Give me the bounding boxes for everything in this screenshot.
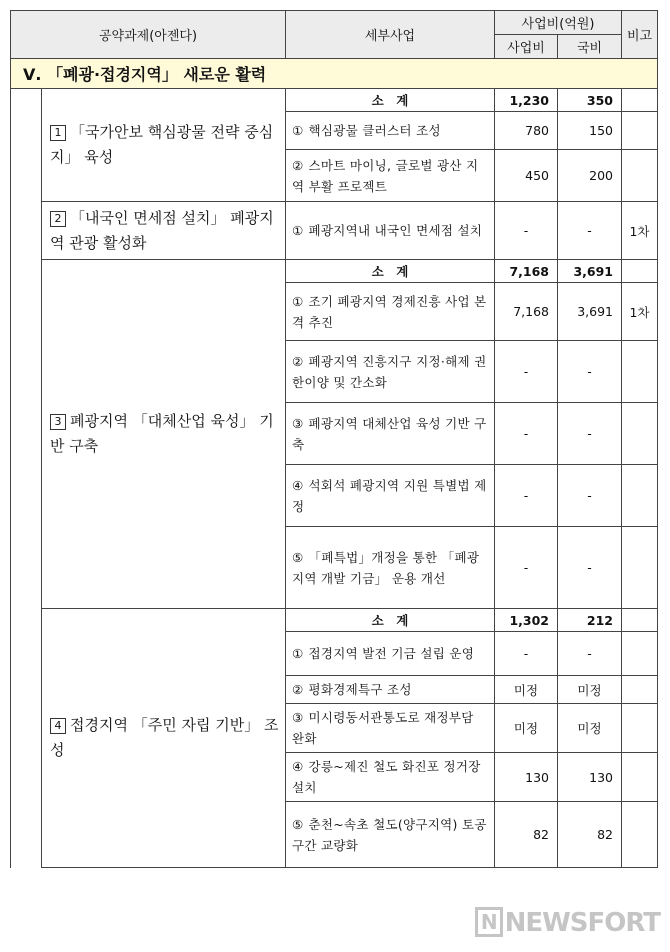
item-number: ⑤	[292, 549, 304, 565]
project-text: 미시령동서관통도로 재정부담 완화	[292, 710, 474, 746]
budget-national: 150	[558, 112, 622, 150]
project-cell	[286, 403, 495, 465]
subtotal-label: 소 계	[286, 89, 495, 112]
item-number: ②	[292, 682, 304, 697]
budget-total: 130	[495, 753, 558, 802]
header-budget-total: 사업비	[495, 35, 558, 59]
section-title: Ⅴ. 「폐광·접경지역」 새로운 활력	[11, 59, 658, 89]
agenda-cell	[42, 609, 286, 868]
item-number: ①	[292, 223, 304, 238]
subtotal-row	[11, 260, 658, 283]
item-number: ①	[292, 123, 304, 138]
budget-national: -	[558, 632, 622, 676]
watermark-logo	[475, 908, 660, 938]
budget-national: 82	[558, 802, 622, 868]
note-cell	[622, 465, 658, 527]
subtotal-national: 350	[558, 89, 622, 112]
table-body	[11, 89, 658, 868]
header-note: 비고	[622, 11, 658, 59]
project-cell	[286, 704, 495, 753]
subtotal-note	[622, 89, 658, 112]
project-text: 강릉~제진 철도 화진포 정거장 설치	[292, 759, 481, 795]
project-cell	[286, 150, 495, 202]
note-cell	[622, 753, 658, 802]
header-budget-national: 국비	[558, 35, 622, 59]
agenda-number-box: 1	[50, 125, 66, 141]
project-text: 스마트 마이닝, 글로벌 광산 지역 부활 프로젝트	[292, 157, 479, 194]
note-cell	[622, 150, 658, 202]
budget-total: -	[495, 632, 558, 676]
budget-total: -	[495, 202, 558, 260]
project-cell	[286, 202, 495, 260]
note-cell	[622, 802, 658, 868]
item-number: ③	[292, 415, 304, 431]
budget-national: -	[558, 465, 622, 527]
agenda-title: 「국가안보 핵심광물 전략 중심지」 육성	[50, 123, 274, 166]
subtotal-row	[11, 89, 658, 112]
budget-table	[10, 10, 658, 868]
header-project: 세부사업	[286, 11, 495, 59]
budget-total: -	[495, 527, 558, 609]
item-number: ③	[292, 710, 304, 725]
budget-national: -	[558, 202, 622, 260]
watermark-text: NEWSFORT	[504, 908, 660, 938]
agenda-number-box: 4	[50, 718, 66, 734]
project-text: 핵심광물 클러스터 조성	[308, 123, 441, 138]
agenda-cell	[42, 89, 286, 202]
budget-national: 3,691	[558, 283, 622, 341]
agenda-title: 「내국인 면세점 설치」 폐광지역 관광 활성화	[50, 208, 274, 252]
subtotal-note	[622, 260, 658, 283]
budget-total: -	[495, 465, 558, 527]
project-text: 조기 폐광지역 경제진흥 사업 본격 추진	[292, 293, 487, 330]
subtotal-total: 1,230	[495, 89, 558, 112]
budget-national: -	[558, 403, 622, 465]
project-cell	[286, 527, 495, 609]
project-cell	[286, 341, 495, 403]
agenda-cell	[42, 260, 286, 609]
header-budget: 사업비(억원)	[495, 11, 622, 35]
agenda-number-box: 2	[50, 211, 66, 227]
subtotal-note	[622, 609, 658, 632]
budget-national: 미정	[558, 704, 622, 753]
budget-total: 780	[495, 112, 558, 150]
budget-total: 미정	[495, 676, 558, 704]
subtotal-total: 1,302	[495, 609, 558, 632]
item-number: ①	[292, 293, 304, 309]
project-cell	[286, 802, 495, 868]
subtotal-total: 7,168	[495, 260, 558, 283]
watermark-n-icon: N	[475, 907, 503, 937]
project-text: 춘천~속초 철도(양구지역) 토공구간 교량화	[292, 816, 487, 853]
project-cell	[286, 676, 495, 704]
note-cell	[622, 632, 658, 676]
subtotal-row	[11, 609, 658, 632]
group-indent-cell	[11, 89, 42, 868]
project-cell	[286, 283, 495, 341]
subtotal-label: 소 계	[286, 609, 495, 632]
item-number: ①	[292, 646, 304, 661]
item-number: ④	[292, 759, 304, 774]
header-agenda: 공약과제(아젠다)	[11, 11, 286, 59]
project-text: 폐광지역 진흥지구 지정·해제 권한이양 및 간소화	[292, 353, 487, 390]
item-number: ④	[292, 477, 304, 493]
agenda-title: 폐광지역 「대체산업 육성」 기반 구축	[50, 412, 274, 455]
agenda-title: 접경지역 「주민 자립 기반」 조성	[50, 716, 279, 759]
budget-national: 130	[558, 753, 622, 802]
subtotal-national: 212	[558, 609, 622, 632]
budget-total: -	[495, 341, 558, 403]
project-text: 「폐특법」개정을 통한 「폐광지역 개발 기금」 운용 개선	[292, 549, 480, 586]
item-number: ②	[292, 353, 304, 369]
note-cell: 1차	[622, 202, 658, 260]
project-cell	[286, 465, 495, 527]
note-cell	[622, 676, 658, 704]
agenda-number-box: 3	[50, 414, 66, 430]
note-cell	[622, 341, 658, 403]
project-text: 석회석 폐광지역 지원 특별법 제정	[292, 477, 487, 514]
note-cell	[622, 704, 658, 753]
budget-total: -	[495, 403, 558, 465]
budget-total: 450	[495, 150, 558, 202]
budget-total: 7,168	[495, 283, 558, 341]
agenda-cell	[42, 202, 286, 260]
project-cell	[286, 632, 495, 676]
note-cell	[622, 527, 658, 609]
project-cell	[286, 753, 495, 802]
project-text: 평화경제특구 조성	[308, 682, 412, 697]
budget-national: 200	[558, 150, 622, 202]
item-number: ②	[292, 157, 304, 173]
project-cell	[286, 112, 495, 150]
project-text: 접경지역 발전 기금 설립 운영	[308, 646, 475, 661]
project-text: 폐광지역 대체산업 육성 기반 구축	[292, 415, 487, 452]
item-number: ⑤	[292, 816, 304, 832]
note-cell: 1차	[622, 283, 658, 341]
budget-national: 미정	[558, 676, 622, 704]
project-text: 폐광지역내 내국인 면세점 설치	[308, 223, 483, 238]
subtotal-label: 소 계	[286, 260, 495, 283]
table-row	[11, 202, 658, 260]
budget-total: 미정	[495, 704, 558, 753]
note-cell	[622, 403, 658, 465]
budget-total: 82	[495, 802, 558, 868]
budget-national: -	[558, 341, 622, 403]
budget-national: -	[558, 527, 622, 609]
note-cell	[622, 112, 658, 150]
subtotal-national: 3,691	[558, 260, 622, 283]
